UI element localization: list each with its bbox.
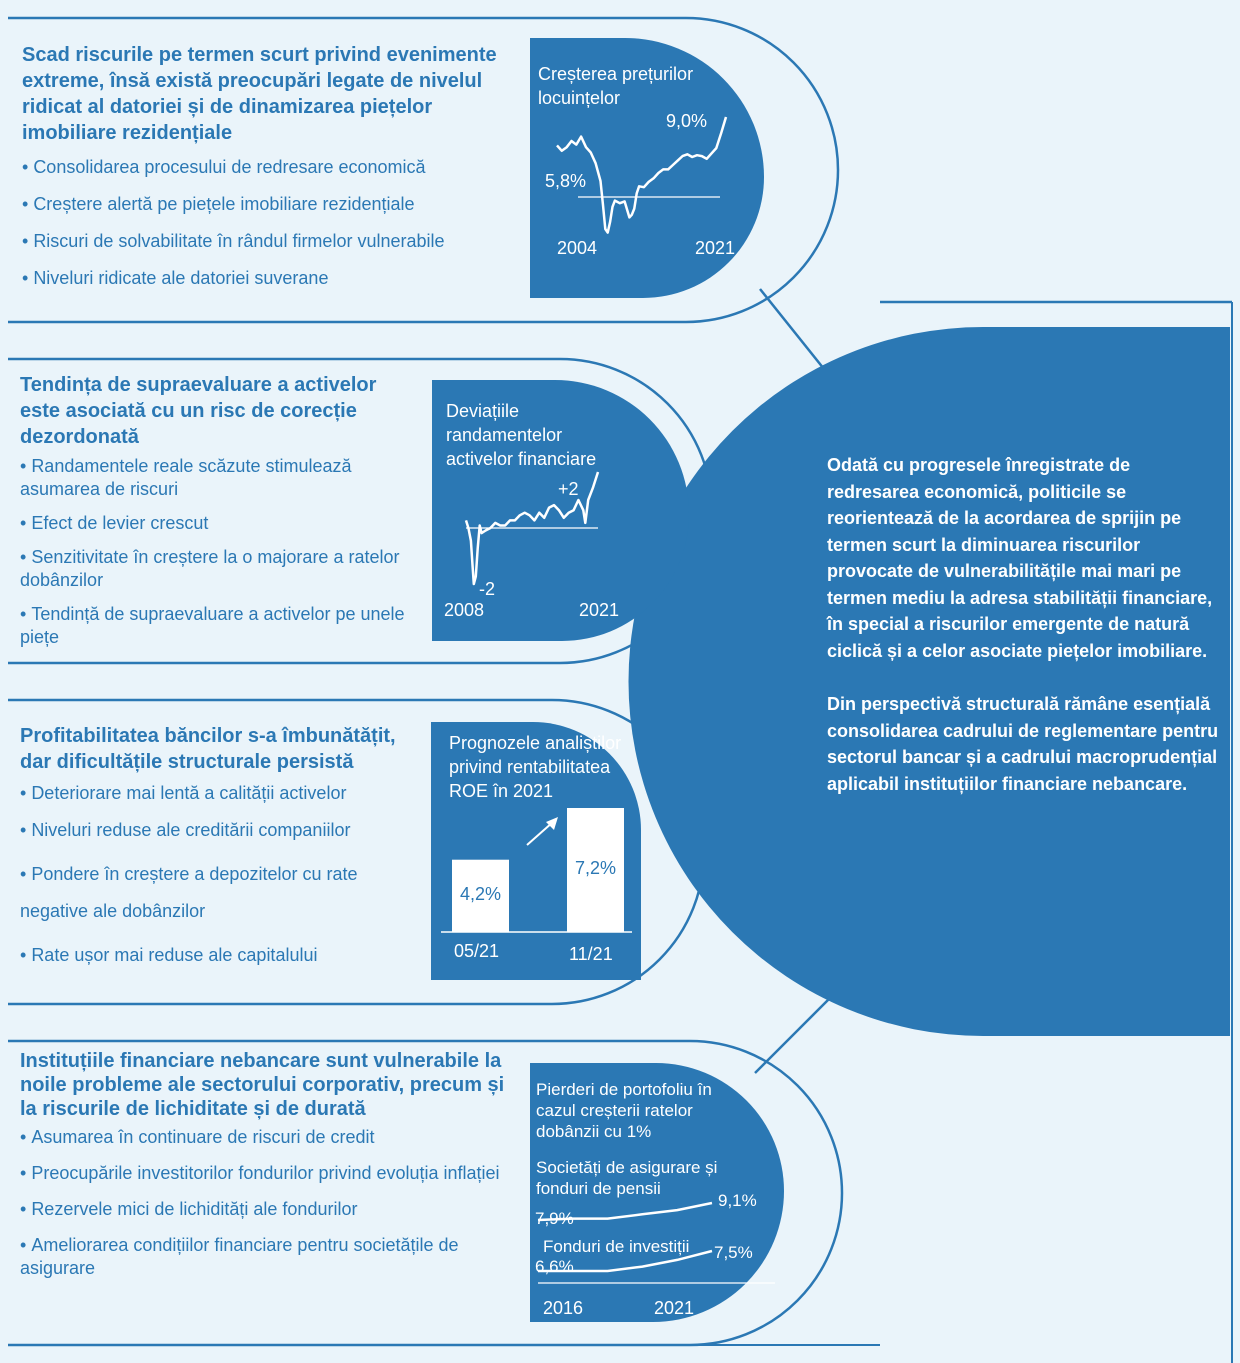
right-panel-paragraph-1: Odată cu progresele înregistrate de redresarea economică, politicile se reorientează de la acordarea de sprijin pe termen scurt la diminuarea riscurilor provocate de vulnerabilitățile mai mari pe termen mediu la adresa stabilității financiare, în special a riscurilor emergente de natură ciclică și a celor asociate piețelor imobiliare. [827,455,1213,661]
chart2-x-start: 2008 [444,600,485,620]
bullet: • Senzitivitate în creștere la o majorare a ratelor dobânzilor [20,546,416,592]
bullet: • Deteriorare mai lentă a calității activelor [20,782,416,805]
bullet: • Rezervele mici de lichidități ale fondurilor [20,1198,525,1221]
right-panel-paragraph-2: Din perspectivă structurală rămâne esențială consolidarea cadrului de reglementare pentru sectorul bancar și a cadrului macroprudențial aplicabil instituțiilor financiare nebancare. [827,694,1219,794]
chart3-title: Prognozele analiștilor privind rentabilitatea ROE în 2021 [449,733,622,801]
chart1-title: Creșterea prețurilor locuințelor [538,64,694,108]
chart3-bar-value-05-21: 4,2% [459,884,502,904]
chart4-series-1-start: 7,9% [535,1209,574,1228]
bullet: • Tendință de supraevaluare a activelor pe unele piețe [20,603,416,649]
chart4-title: Pierderi de portofoliu în cazul creșterii ratelor dobânzii cu 1% [536,1080,712,1141]
chart4-x-start: 2016 [543,1298,584,1318]
chart4-series-2-end: 7,5% [714,1243,753,1262]
bullet: • Riscuri de solvabilitate în rândul firmelor vulnerabile [22,230,512,253]
chart2-x-end: 2021 [579,600,620,620]
chart4-x-end: 2021 [654,1298,695,1318]
chart4-series-2-name: Fonduri de investiții [543,1237,690,1256]
chart3-category-11-21: 11/21 [569,944,613,964]
bullet: • Rate ușor mai reduse ale capitalului [20,944,416,967]
bullet: • Pondere în creștere a depozitelor cu rate negative ale dobânzilor [20,856,416,930]
chart2-end-label: +2 [558,479,579,499]
chart3-category-05-21: 05/21 [454,941,500,961]
chart2-min-label: -2 [479,579,496,599]
bullet: • Niveluri ridicate ale datoriei suverane [22,267,512,290]
panel-3-heading: Profitabilitatea băncilor s-a îmbunătățit, dar dificultățile structurale persistă [20,725,396,773]
panel-2-text [20,372,416,649]
chart1-end-label: 9,0% [666,111,708,131]
chart3-bar-value-11-21: 7,2% [574,858,617,878]
panel-3-text [20,723,416,967]
chart4-series-1-end: 9,1% [718,1191,757,1210]
bullet: • Preocupările investitorilor fondurilor privind evoluția inflației [20,1162,525,1185]
chart1-x-start: 2004 [557,238,598,258]
panel-4-text [20,1049,525,1280]
panel-4-bullets [20,1126,525,1280]
panel-4-heading: Instituțiile financiare nebancare sunt vulnerabile la noile probleme ale sectorului corporativ, precum și la riscurile de lichiditate și de durată [20,1050,505,1120]
bullet: • Asumarea în continuare de riscuri de credit [20,1126,525,1149]
bullet: • Ameliorarea condițiilor financiare pentru societățile de asigurare [20,1234,525,1280]
panel-1-text [22,42,512,290]
chart4-series-1-name: Societăți de asigurare și fonduri de pensii [536,1158,718,1198]
chart1-x-end: 2021 [695,238,736,258]
chart2-title: Deviațiile randamentelor activelor financiare [446,401,597,469]
panel-2-bullets [20,455,416,649]
chart1-start-label: 5,8% [545,171,587,191]
bullet: • Efect de levier crescut [20,512,416,535]
panel-1-bullets [22,156,512,290]
bullet: • Consolidarea procesului de redresare economică [22,156,512,179]
panel-3-bullets [20,782,416,967]
right-panel-text [827,452,1227,797]
bullet: • Creștere alertă pe piețele imobiliare rezidențiale [22,193,512,216]
chart4-series-2-start: 6,6% [535,1257,574,1276]
bullet: • Niveluri reduse ale creditării companiilor [20,819,416,842]
panel-1-heading: Scad riscurile pe termen scurt privind evenimente extreme, însă există preocupări legate de nivelul ridicat al datoriei și de dinamizarea piețelor imobiliare rezidențiale [22,44,497,144]
panel-2-heading: Tendința de supraevaluare a activelor este asociată cu un risc de corecție dezordonată [20,374,377,448]
bullet: • Randamentele reale scăzute stimulează asumarea de riscuri [20,455,416,501]
